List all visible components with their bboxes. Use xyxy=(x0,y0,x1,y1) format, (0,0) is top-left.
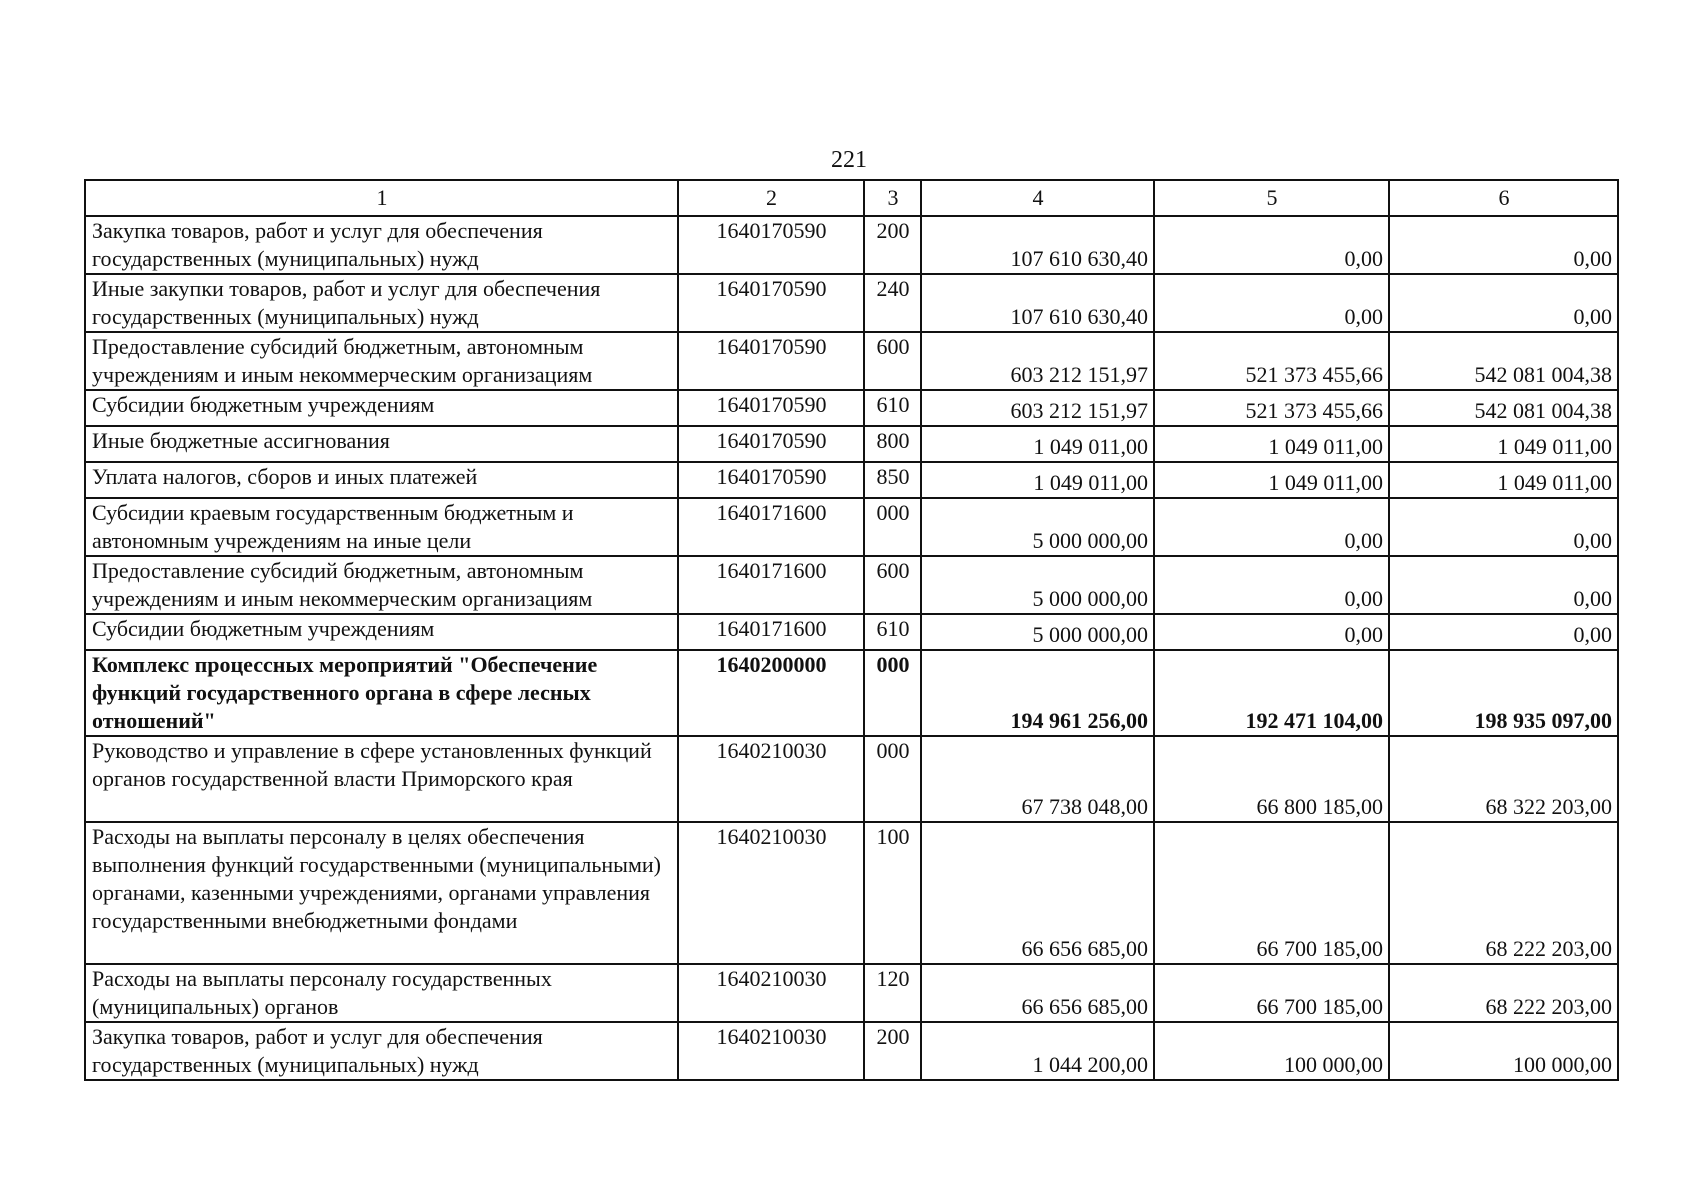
table-row xyxy=(85,964,1618,1022)
row-name: Иные закупки товаров, работ и услуг для обеспечения государственных (муниципальных) нужд xyxy=(85,274,678,332)
row-code: 1640170590 xyxy=(678,274,864,332)
row-name: Иные бюджетные ассигнования xyxy=(85,426,678,462)
row-code: 1640210030 xyxy=(678,736,864,822)
row-amount-6: 0,00 xyxy=(1389,274,1618,332)
row-amount-6: 1 049 011,00 xyxy=(1389,462,1618,498)
row-type: 610 xyxy=(864,614,921,650)
row-code: 1640171600 xyxy=(678,556,864,614)
row-name: Закупка товаров, работ и услуг для обеспечения государственных (муниципальных) нужд xyxy=(85,1022,678,1080)
row-amount-4: 1 044 200,00 xyxy=(921,1022,1154,1080)
row-type: 200 xyxy=(864,216,921,274)
table-row xyxy=(85,462,1618,498)
row-amount-6: 1 049 011,00 xyxy=(1389,426,1618,462)
row-type: 100 xyxy=(864,822,921,964)
page-number: 221 xyxy=(831,147,867,173)
column-header-3: 3 xyxy=(864,180,921,216)
table-row-subtotal xyxy=(85,650,1618,736)
row-amount-6: 0,00 xyxy=(1389,498,1618,556)
row-amount-4: 66 656 685,00 xyxy=(921,822,1154,964)
table-row xyxy=(85,556,1618,614)
table-row xyxy=(85,736,1618,822)
row-code: 1640171600 xyxy=(678,498,864,556)
table-row xyxy=(85,216,1618,274)
row-type: 240 xyxy=(864,274,921,332)
row-name: Уплата налогов, сборов и иных платежей xyxy=(85,462,678,498)
column-header-6: 6 xyxy=(1389,180,1618,216)
row-amount-5: 66 800 185,00 xyxy=(1154,736,1389,822)
row-name: Расходы на выплаты персоналу в целях обеспечения выполнения функций государственными (муниципальными) органами, казенными учреждениями, органами управления государственными внебюджетными фондами xyxy=(85,822,678,964)
row-amount-4: 1 049 011,00 xyxy=(921,462,1154,498)
row-type: 000 xyxy=(864,650,921,736)
row-amount-6: 68 322 203,00 xyxy=(1389,736,1618,822)
row-amount-5: 100 000,00 xyxy=(1154,1022,1389,1080)
row-code: 1640170590 xyxy=(678,216,864,274)
column-header-1: 1 xyxy=(85,180,678,216)
table-row xyxy=(85,274,1618,332)
row-amount-4: 1 049 011,00 xyxy=(921,426,1154,462)
row-amount-5: 66 700 185,00 xyxy=(1154,822,1389,964)
row-code: 1640210030 xyxy=(678,1022,864,1080)
row-type: 850 xyxy=(864,462,921,498)
column-header-2: 2 xyxy=(678,180,864,216)
row-name: Субсидии бюджетным учреждениям xyxy=(85,390,678,426)
row-type: 600 xyxy=(864,556,921,614)
row-amount-4: 5 000 000,00 xyxy=(921,614,1154,650)
row-amount-4: 603 212 151,97 xyxy=(921,332,1154,390)
row-code: 1640200000 xyxy=(678,650,864,736)
row-code: 1640210030 xyxy=(678,822,864,964)
row-name: Закупка товаров, работ и услуг для обеспечения государственных (муниципальных) нужд xyxy=(85,216,678,274)
row-name: Субсидии бюджетным учреждениям xyxy=(85,614,678,650)
table-row xyxy=(85,426,1618,462)
row-amount-4: 67 738 048,00 xyxy=(921,736,1154,822)
row-amount-4: 603 212 151,97 xyxy=(921,390,1154,426)
row-amount-6: 542 081 004,38 xyxy=(1389,390,1618,426)
row-name: Субсидии краевым государственным бюджетным и автономным учреждениям на иные цели xyxy=(85,498,678,556)
row-amount-4: 5 000 000,00 xyxy=(921,498,1154,556)
row-code: 1640170590 xyxy=(678,462,864,498)
row-type: 120 xyxy=(864,964,921,1022)
row-amount-5: 0,00 xyxy=(1154,216,1389,274)
row-code: 1640171600 xyxy=(678,614,864,650)
row-amount-5: 0,00 xyxy=(1154,556,1389,614)
table-row xyxy=(85,332,1618,390)
row-name: Расходы на выплаты персоналу государственных (муниципальных) органов xyxy=(85,964,678,1022)
row-type: 600 xyxy=(864,332,921,390)
row-amount-5: 66 700 185,00 xyxy=(1154,964,1389,1022)
row-type: 000 xyxy=(864,736,921,822)
row-amount-6: 68 222 203,00 xyxy=(1389,964,1618,1022)
row-code: 1640170590 xyxy=(678,390,864,426)
budget-table xyxy=(84,179,1619,1081)
row-name: Предоставление субсидий бюджетным, автономным учреждениям и иным некоммерческим организациям xyxy=(85,332,678,390)
row-type: 000 xyxy=(864,498,921,556)
row-amount-5: 0,00 xyxy=(1154,498,1389,556)
row-name: Руководство и управление в сфере установленных функций органов государственной власти Приморского края xyxy=(85,736,678,822)
row-amount-6: 198 935 097,00 xyxy=(1389,650,1618,736)
row-amount-6: 0,00 xyxy=(1389,614,1618,650)
row-amount-5: 0,00 xyxy=(1154,614,1389,650)
table-header-row xyxy=(85,180,1618,216)
table-row xyxy=(85,822,1618,964)
row-amount-5: 192 471 104,00 xyxy=(1154,650,1389,736)
row-type: 200 xyxy=(864,1022,921,1080)
row-amount-6: 68 222 203,00 xyxy=(1389,822,1618,964)
row-amount-5: 521 373 455,66 xyxy=(1154,332,1389,390)
row-amount-6: 542 081 004,38 xyxy=(1389,332,1618,390)
row-amount-4: 5 000 000,00 xyxy=(921,556,1154,614)
row-code: 1640210030 xyxy=(678,964,864,1022)
row-amount-5: 521 373 455,66 xyxy=(1154,390,1389,426)
row-name: Предоставление субсидий бюджетным, автономным учреждениям и иным некоммерческим организациям xyxy=(85,556,678,614)
table-row xyxy=(85,614,1618,650)
row-amount-4: 194 961 256,00 xyxy=(921,650,1154,736)
row-amount-4: 66 656 685,00 xyxy=(921,964,1154,1022)
row-amount-6: 0,00 xyxy=(1389,216,1618,274)
row-amount-4: 107 610 630,40 xyxy=(921,274,1154,332)
row-amount-5: 1 049 011,00 xyxy=(1154,462,1389,498)
row-code: 1640170590 xyxy=(678,332,864,390)
row-amount-6: 0,00 xyxy=(1389,556,1618,614)
row-amount-4: 107 610 630,40 xyxy=(921,216,1154,274)
column-header-5: 5 xyxy=(1154,180,1389,216)
row-code: 1640170590 xyxy=(678,426,864,462)
table-row xyxy=(85,498,1618,556)
row-name: Комплекс процессных мероприятий "Обеспечение функций государственного органа в сфере лесных отношений" xyxy=(85,650,678,736)
row-amount-6: 100 000,00 xyxy=(1389,1022,1618,1080)
row-amount-5: 1 049 011,00 xyxy=(1154,426,1389,462)
row-amount-5: 0,00 xyxy=(1154,274,1389,332)
table-row xyxy=(85,1022,1618,1080)
row-type: 610 xyxy=(864,390,921,426)
table-row xyxy=(85,390,1618,426)
column-header-4: 4 xyxy=(921,180,1154,216)
row-type: 800 xyxy=(864,426,921,462)
